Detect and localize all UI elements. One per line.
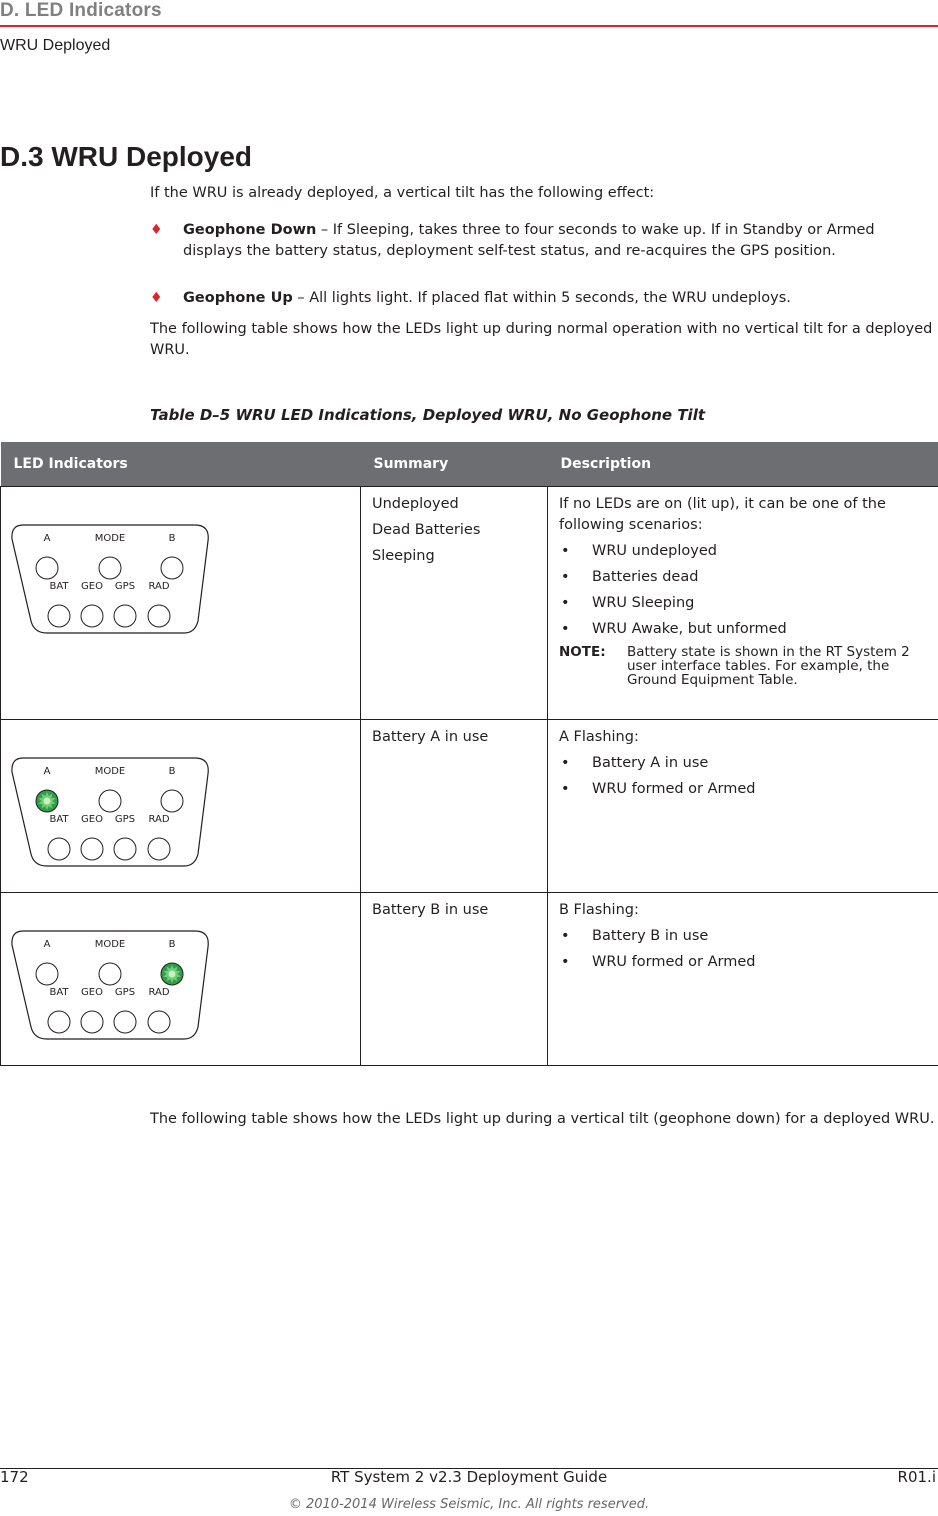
led-bat [48,605,70,627]
led-label-a: A [43,939,51,950]
note-text: Battery state is shown in the RT System 2 user interface tables. For example, the Ground Equipment Table. [627,644,910,688]
header-led-indicators: LED Indicators [1,442,361,487]
led-label-bat: BAT [49,581,69,592]
led-label-gps: GPS [114,814,136,825]
summary-line: Sleeping [372,548,435,564]
led-panel-diagram [9,921,219,1051]
bullet-term: Geophone Down [183,222,317,238]
led-glow [44,798,51,805]
table-row [1,893,938,1066]
led-label-mode: MODE [94,533,126,544]
summary-line: Undeployed [372,496,459,512]
led-label-rad: RAD [148,987,170,998]
bullet-dot-icon: • [561,954,570,970]
led-gps [114,605,136,627]
bullet-term: Geophone Up [183,290,293,306]
led-gps [114,1011,136,1033]
led-panel-diagram [9,515,219,645]
section-heading: D.3 WRU Deployed [0,141,253,172]
led-label-geo: GEO [81,814,103,825]
table-header-row [1,442,938,487]
led-b [161,790,183,812]
summary-line: Battery A in use [372,729,489,745]
bullet-geophone-up [150,288,935,309]
running-header-title: D. LED Indicators [0,0,162,21]
description-intro: If no LEDs are on (lit up), it can be one of the following scenarios: [559,496,886,533]
copyright: © 2010-2014 Wireless Seismic, Inc. All rights reserved. [288,1497,650,1512]
list-item: • Battery A in use [559,753,928,774]
led-rad [148,1011,170,1033]
header-rule [0,25,938,27]
led-label-rad: RAD [148,814,170,825]
led-rad [148,838,170,860]
bullet-dot-icon: • [561,569,570,585]
bullet-geophone-down [150,220,935,262]
list-item: • Battery B in use [559,926,928,947]
led-label-bat: BAT [49,987,69,998]
led-a [36,963,58,985]
note-label: NOTE: [559,644,606,660]
led-geo [81,605,103,627]
led-a [36,557,58,579]
bullet-dot-icon: • [561,621,570,637]
bullet-dot-icon: • [561,543,570,559]
led-label-bat: BAT [49,814,69,825]
led-glow [169,971,176,978]
list-item: • WRU undeployed [559,541,928,562]
summary-line: Battery B in use [372,902,489,918]
closing-paragraph: The following table shows how the LEDs light up during a vertical tilt (geophone down) for a deployed WRU. [150,1111,935,1127]
list-item: • WRU Awake, but unformed [559,619,928,640]
led-label-gps: GPS [114,987,136,998]
led-label-b: B [168,939,176,950]
header-summary: Summary [361,442,548,487]
intro-paragraph: If the WRU is already deployed, a vertical tilt has the following effect: [150,185,655,201]
table-row [1,487,938,720]
led-label-geo: GEO [81,987,103,998]
led-label-a: A [43,766,51,777]
diamond-bullet-icon: ♦ [150,222,163,238]
led-bat [48,838,70,860]
summary-line: Dead Batteries [372,522,481,538]
led-label-gps: GPS [114,581,136,592]
led-b [161,557,183,579]
list-item: • WRU Sleeping [559,593,928,614]
diamond-bullet-icon: ♦ [150,290,163,306]
led-bat [48,1011,70,1033]
header-description: Description [548,442,938,487]
led-label-mode: MODE [94,766,126,777]
led-geo [81,1011,103,1033]
led-indications-table [0,442,938,1066]
led-panel-diagram [9,748,219,878]
led-label-mode: MODE [94,939,126,950]
led-label-rad: RAD [148,581,170,592]
led-label-b: B [168,533,176,544]
led-mode [99,557,121,579]
led-geo [81,838,103,860]
led-label-geo: GEO [81,581,103,592]
list-item: • WRU formed or Armed [559,952,928,973]
note-block [559,645,928,687]
table-caption: Table D–5 WRU LED Indications, Deployed WRU, No Geophone Tilt [150,406,705,424]
table-intro-paragraph: The following table shows how the LEDs light up during normal operation with no vertical tilt for a deployed WRU. [150,321,933,358]
description-intro: A Flashing: [559,729,639,745]
list-item: • Batteries dead [559,567,928,588]
table-row [1,720,938,893]
running-header-subtitle: WRU Deployed [0,37,111,54]
bullet-dot-icon: • [561,928,570,944]
revision: R01.i [897,1468,936,1486]
bullet-dot-icon: • [561,755,570,771]
description-intro: B Flashing: [559,902,639,918]
led-label-a: A [43,533,51,544]
bullet-dot-icon: • [561,595,570,611]
bullet-text: – If Sleeping, takes three to four seconds to wake up. If in Standby or Armed displays the battery status, deployment self-test status, and re-acquires the GPS position. [183,222,875,259]
bullet-dot-icon: • [561,781,570,797]
led-mode [99,790,121,812]
led-label-b: B [168,766,176,777]
led-gps [114,838,136,860]
page-number: 172 [0,1468,29,1486]
bullet-text: – All lights light. If placed flat within 5 seconds, the WRU undeploys. [292,290,791,306]
led-rad [148,605,170,627]
list-item: • WRU formed or Armed [559,779,928,800]
led-mode [99,963,121,985]
document-title: RT System 2 v2.3 Deployment Guide [330,1468,608,1486]
